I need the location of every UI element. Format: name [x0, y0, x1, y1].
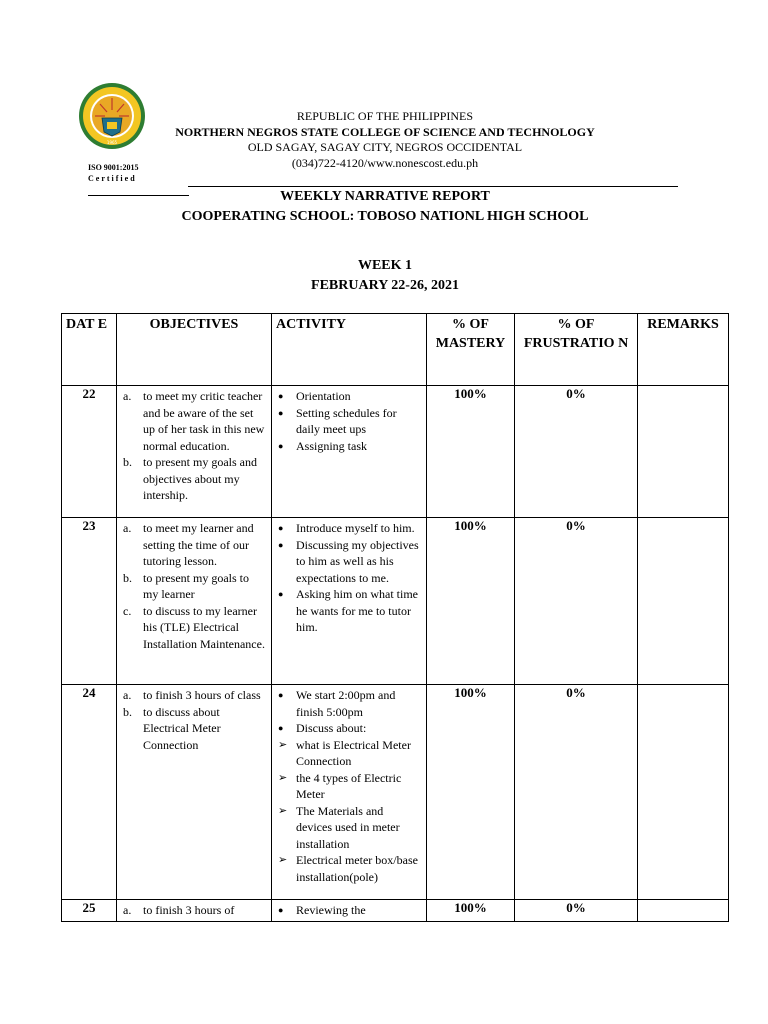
col-date: DAT E — [62, 314, 117, 386]
week-dates: FEBRUARY 22-26, 2021 — [311, 278, 459, 293]
iso-certification — [88, 162, 138, 184]
objective-text: to meet my learner and setting the time of our tutoring lesson. — [143, 521, 254, 568]
bullet-icon: ● — [278, 690, 284, 700]
table-row — [62, 386, 729, 518]
letterhead — [160, 109, 610, 171]
row-remarks — [638, 685, 729, 900]
row-objectives — [117, 685, 272, 900]
objective-letter: a. — [123, 389, 132, 403]
objective-item — [119, 454, 267, 504]
objective-item — [119, 603, 267, 653]
row-objectives — [117, 900, 272, 922]
row-activities — [272, 900, 427, 922]
activity-text: Introduce myself to him. — [296, 521, 415, 535]
objective-letter: b. — [123, 704, 132, 719]
col-activity: ACTIVITY — [272, 314, 427, 386]
objective-letter: b. — [123, 455, 132, 469]
activity-item — [274, 852, 422, 885]
col-frustration: % OF FRUSTRATIO N — [515, 314, 638, 386]
row-remarks — [638, 900, 729, 922]
objective-text: to finish 3 hours of — [143, 903, 235, 917]
cooperating-school: COOPERATING SCHOOL: TOBOSO NATIONL HIGH SCHOOL — [181, 209, 589, 224]
row-frustration: 0% — [515, 386, 638, 518]
objective-text: to discuss about Electrical Meter Connection — [143, 704, 221, 752]
activity-text: what is Electrical Meter Connection — [296, 737, 411, 768]
bullet-icon: ● — [278, 539, 284, 550]
col-mastery: % OF MASTERY — [427, 314, 515, 386]
bullet-icon: ● — [278, 440, 284, 451]
objective-letter: a. — [123, 903, 132, 917]
row-mastery: 100% — [427, 386, 515, 518]
bullet-icon: ● — [278, 523, 284, 533]
college-name: NORTHERN NEGROS STATE COLLEGE OF SCIENCE AND TECHNOLOGY — [175, 124, 595, 139]
objective-item — [119, 520, 267, 570]
objective-letter: c. — [123, 603, 132, 618]
arrow-bullet-icon: ➢ — [278, 854, 288, 866]
activity-text: Reviewing the — [296, 903, 366, 917]
row-date: 25 — [62, 900, 117, 922]
col-remarks: REMARKS — [638, 314, 729, 386]
arrow-bullet-icon: ➢ — [278, 738, 288, 751]
row-activities — [272, 685, 427, 900]
objective-item — [119, 704, 267, 754]
activity-item — [274, 902, 422, 919]
row-remarks — [638, 386, 729, 518]
activity-item — [274, 720, 422, 737]
activity-text: Discussing my objectives to him as well as his expectations to me. — [296, 537, 419, 585]
row-activities — [272, 386, 427, 518]
objective-item — [119, 388, 267, 454]
arrow-bullet-icon: ➢ — [278, 771, 288, 784]
row-mastery: 100% — [427, 518, 515, 685]
bullet-icon: ● — [278, 905, 284, 915]
row-objectives — [117, 386, 272, 518]
objective-letter: b. — [123, 570, 132, 585]
objective-text: to present my goals and objectives about my intership. — [143, 455, 257, 502]
iso-certified: Certified — [88, 174, 137, 183]
activity-text: Setting schedules for daily meet ups — [296, 405, 397, 436]
objective-letter: a. — [123, 521, 132, 535]
activity-text: Electrical meter box/base installation(pole) — [296, 853, 418, 884]
bullet-icon: ● — [278, 407, 284, 418]
row-remarks — [638, 518, 729, 685]
activity-text: We start 2:00pm and finish 5:00pm — [296, 688, 396, 719]
week-label: WEEK 1 — [357, 258, 413, 273]
objective-text: to discuss to my learner his (TLE) Electrical Installation Maintenance. — [143, 603, 265, 651]
activity-text: Discuss about: — [296, 721, 367, 735]
svg-text:1965: 1965 — [106, 140, 118, 145]
objective-letter: a. — [123, 688, 132, 702]
activity-item — [274, 687, 422, 720]
objective-text: to present my goals to my learner — [143, 570, 249, 601]
activity-item — [274, 770, 422, 803]
activity-text: The Materials and devices used in meter installation — [296, 803, 400, 851]
row-frustration: 0% — [515, 518, 638, 685]
report-titles — [160, 187, 610, 227]
objective-item — [119, 570, 267, 603]
college-seal-logo — [78, 82, 146, 150]
week-heading — [160, 256, 610, 296]
republic-line: REPUBLIC OF THE PHILIPPINES — [296, 109, 474, 123]
col-objectives: OBJECTIVES — [117, 314, 272, 386]
row-date: 23 — [62, 518, 117, 685]
arrow-bullet-icon: ➢ — [278, 804, 288, 817]
objective-text: to finish 3 hours of class — [143, 688, 261, 702]
activity-text: the 4 types of Electric Meter — [296, 770, 402, 801]
activity-item — [274, 537, 422, 587]
activity-text: Asking him on what time he wants for me to tutor him. — [296, 587, 418, 634]
bullet-icon: ● — [278, 589, 284, 599]
bullet-icon: ● — [278, 723, 284, 733]
row-frustration: 0% — [515, 900, 638, 922]
row-frustration: 0% — [515, 685, 638, 900]
narrative-report-table — [61, 313, 729, 922]
row-mastery: 100% — [427, 685, 515, 900]
activity-item — [274, 388, 422, 405]
table-row — [62, 685, 729, 900]
college-address: OLD SAGAY, SAGAY CITY, NEGROS OCCIDENTAL — [247, 140, 523, 154]
bullet-icon: ● — [278, 391, 284, 401]
activity-item — [274, 586, 422, 636]
activity-item — [274, 803, 422, 853]
activity-item — [274, 405, 422, 438]
activity-text: Orientation — [296, 389, 351, 403]
table-row — [62, 900, 729, 922]
row-date: 22 — [62, 386, 117, 518]
objective-item — [119, 687, 267, 704]
college-contact: (034)722-4120/www.nonescost.edu.ph — [291, 155, 479, 170]
activity-item — [274, 520, 422, 537]
iso-standard: ISO 9001:2015 — [88, 163, 139, 172]
table-row — [62, 518, 729, 685]
row-date: 24 — [62, 685, 117, 900]
objective-item — [119, 902, 267, 919]
objective-text: to meet my critic teacher and be aware of the set up of her task in this new normal education. — [143, 389, 265, 453]
row-mastery: 100% — [427, 900, 515, 922]
activity-item — [274, 438, 422, 455]
activity-item — [274, 737, 422, 770]
table-header-row — [62, 314, 729, 386]
report-title: WEEKLY NARRATIVE REPORT — [280, 189, 490, 204]
row-objectives — [117, 518, 272, 685]
activity-text: Assigning task — [296, 438, 368, 453]
row-activities — [272, 518, 427, 685]
